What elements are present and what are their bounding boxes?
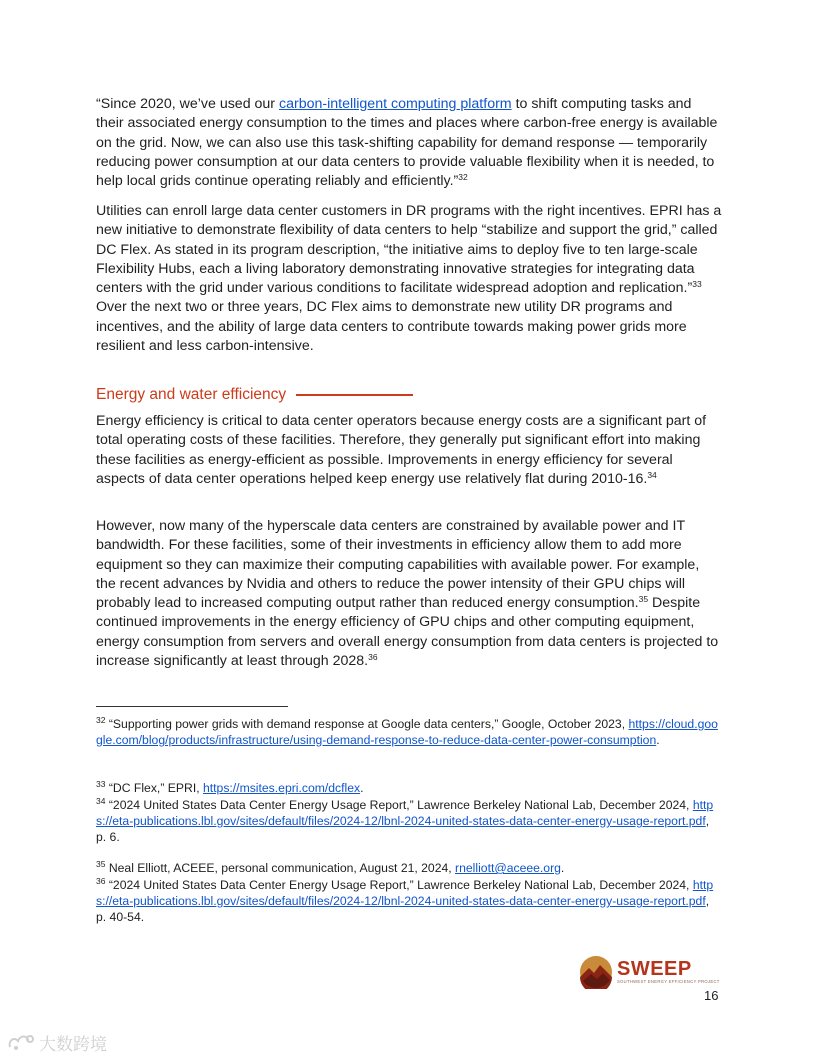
page-number: 16 (704, 988, 719, 1003)
footnote-ref-34: 34 (647, 469, 657, 480)
paragraph-hyperscale (96, 517, 722, 671)
watermark (6, 1030, 107, 1055)
paragraph-text: “Since 2020, we’ve used our (96, 96, 279, 112)
logo-wordmark (617, 959, 720, 985)
footnote-divider (96, 706, 288, 707)
footnote-ref-36: 36 (368, 652, 378, 663)
footnote-text: . (560, 861, 565, 875)
paragraph-text: However, now many of the hyperscale data centers are constrained by available power and IT bandwidth. For these facilities, some of their investments in efficiency allow them to add more equipment so they can maximize their computing capabilities with available power. For example, the recent advances by Nvidia and others to reduce the power intensity of their GPU chips will probably lead to increased computing output rather than reduced energy consumption. (96, 518, 700, 612)
footnote-ref-35: 35 (638, 594, 649, 605)
footnote-35-email-link[interactable]: rnelliott@aceee.org (455, 861, 561, 875)
footnote-text: “DC Flex,” EPRI, (105, 781, 203, 795)
footnote-text: , p. 40-54. (96, 894, 710, 924)
paragraph-demand-response-quote (96, 95, 722, 191)
watermark-logo-icon (6, 1033, 36, 1053)
footnote-number: 34 (96, 796, 106, 806)
paragraph-text: Over the next two or three years, DC Flex aims to demonstrate new utility DR programs and incentives, and the ability of large data centers to contribute towards making power grids more resilient and less carbon-intensive. (96, 299, 687, 355)
section-heading (96, 386, 413, 404)
footnote-34-link[interactable]: https://eta-publications.lbl.gov/sites/default/files/2024-12/lbnl-2024-united-states-data-center-energy-usage-report.pdf (96, 798, 714, 828)
carbon-intelligent-platform-link[interactable]: carbon-intelligent computing platform (278, 96, 512, 112)
paragraph-text: Utilities can enroll large data center customers in DR programs with the right incentives. EPRI has a new initiative to demonstrate flexibility of data centers to help “stabilize and support the grid,” called DC Flex. As stated in its program description, “the initiative aims to deploy five to ten large-scale Flexibility Hubs, each a living laboratory demonstrating innovative strategies for integrating data centers with the grid under various conditions to facilitate widespread adoption and replication.” (96, 203, 722, 297)
footnote-number: 35 (96, 859, 106, 869)
footnote-35 (96, 860, 722, 876)
footnote-34 (96, 797, 722, 845)
footnote-number: 33 (96, 779, 106, 789)
footnote-number: 36 (96, 876, 106, 886)
paragraph-text: Energy efficiency is critical to data center operators because energy costs are a significant part of total operating costs of these facilities. Therefore, they generally put significant effort into making these facilities as energy-efficient as possible. Improvements in energy efficiency for several aspects of data center operations helped keep energy use relatively flat during 2010-16. (96, 413, 707, 487)
footnote-text: “2024 United States Data Center Energy Usage Report,” Lawrence Berkeley National Lab, December 2024, (105, 798, 693, 812)
footnote-ref-33: 33 (692, 279, 702, 290)
footnote-33-link[interactable]: https://msites.epri.com/dcflex (202, 781, 361, 795)
paragraph-text: to shift computing tasks and their associated energy consumption to the times and places where carbon-free energy is available on the grid. Now, we can also use this task-shifting capability for demand response — temporarily reducing power consumption at our data centers to provide valuable flexibility when it is needed, to help local grids continue operating reliably and efficiently.” (96, 96, 718, 190)
logo-tagline: SOUTHWEST ENERGY EFFICIENCY PROJECT (617, 979, 720, 984)
footnote-32 (96, 716, 722, 748)
sweep-logo (579, 955, 720, 989)
footnote-text: “Supporting power grids with demand response at Google data centers,” Google, October 2023, (105, 717, 629, 731)
footnote-number: 32 (96, 715, 106, 725)
footnote-ref-32: 32 (458, 172, 468, 183)
footnote-text: “2024 United States Data Center Energy Usage Report,” Lawrence Berkeley National Lab, December 2024, (105, 878, 693, 892)
paragraph-energy-efficiency (96, 412, 722, 489)
footnote-33 (96, 780, 722, 796)
paragraph-text: Despite continued improvements in the energy efficiency of GPU chips and other computing equipment, energy consumption from servers and overall energy consumption from data centers is projected to increase significantly at least through 2028. (96, 595, 719, 670)
footnote-32-link[interactable]: https://cloud.google.com/blog/products/infrastructure/using-demand-response-to-reduce-data-center-power-consumption (96, 717, 718, 747)
heading-rule (296, 394, 413, 396)
footnote-text: , p. 6. (96, 814, 710, 844)
footnote-text: Neal Elliott, ACEEE, personal communication, August 21, 2024, (105, 861, 456, 875)
paragraph-dc-flex (96, 202, 722, 356)
logo-name: SWEEP (617, 958, 692, 980)
section-heading-text: Energy and water efficiency (96, 386, 287, 403)
watermark-text: 大数跨境 (39, 1035, 107, 1054)
footnote-text: . (360, 781, 364, 795)
footnote-36-link[interactable]: https://eta-publications.lbl.gov/sites/default/files/2024-12/lbnl-2024-united-states-data-center-energy-usage-report.pdf (96, 878, 714, 908)
footnote-36 (96, 877, 722, 925)
footnote-text: . (656, 733, 660, 747)
sweep-sun-mountain-icon (579, 955, 613, 989)
